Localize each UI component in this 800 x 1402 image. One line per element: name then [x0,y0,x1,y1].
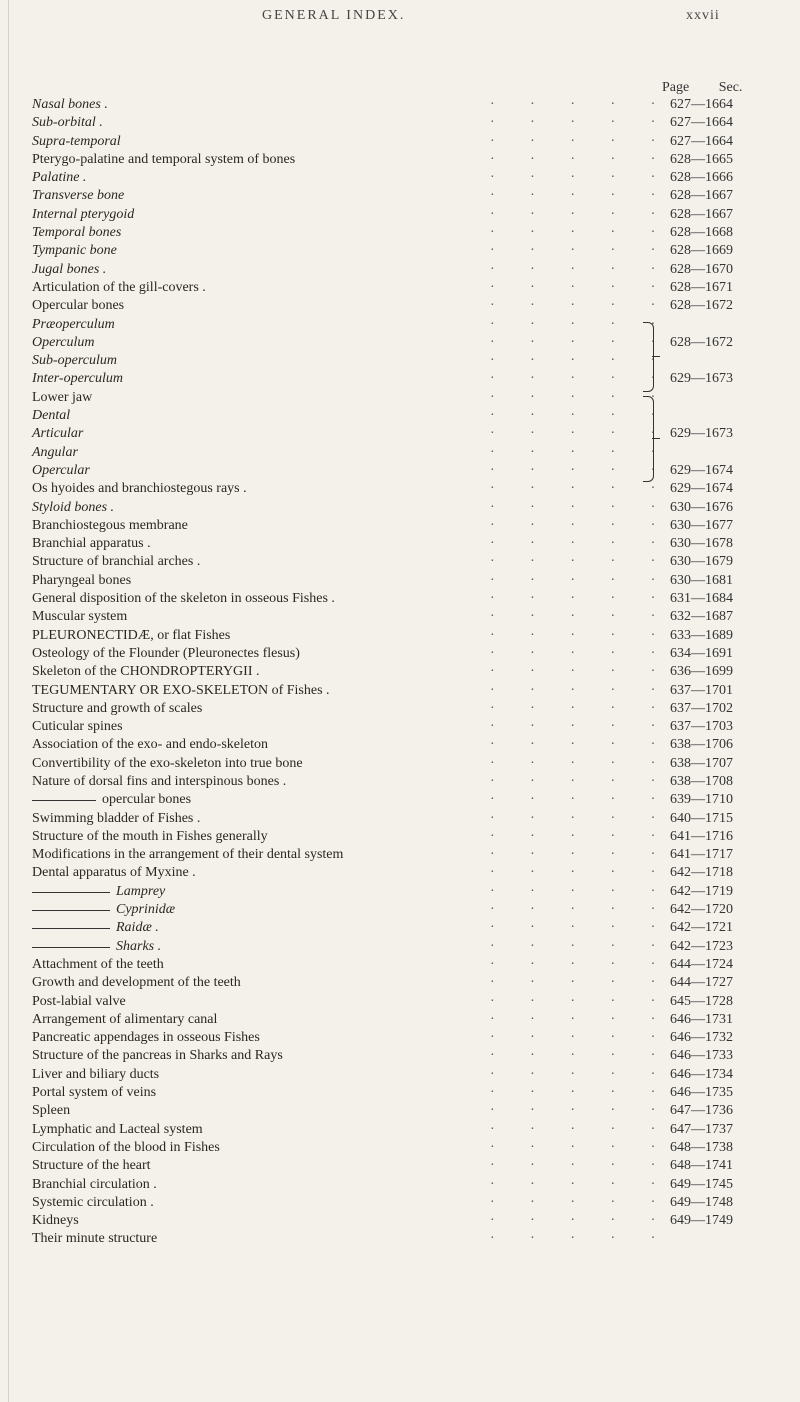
leader-dots: · · · · · [490,902,672,918]
entry-reference: 628—1668 [670,225,733,241]
entry-reference: 637—1703 [670,719,733,735]
leader-dots: · · · · · [490,536,672,552]
index-entry [0,791,800,809]
leader-dots: · · · · · [490,97,672,112]
entry-reference: 628—1670 [670,261,733,277]
index-entry [0,1139,800,1157]
entry-text: Dental apparatus of Myxine . [32,865,196,881]
index-entry [0,1212,800,1230]
leader-dots: · · · · · [490,664,672,680]
entry-reference: 649—1749 [670,1213,733,1229]
entry-reference: 647—1736 [670,1103,733,1119]
entry-text: Os hyoides and branchiostegous rays . [32,481,247,497]
entry-text: Attachment of the teeth [32,956,164,972]
index-entry [0,682,800,700]
leader-dots: · · · · · [490,810,672,826]
ditto-rule [32,947,110,948]
entry-text: Portal system of veins [32,1085,157,1101]
entry-text: Pterygo-palatine and temporal system of bones [32,151,296,167]
brace-opercular-point [652,356,660,357]
entry-text: General disposition of the skeleton in osseous Fishes . [32,591,335,607]
leader-dots: · · · · · [490,1176,672,1192]
leader-dots: · · · · · [490,938,672,954]
index-entry [0,1084,800,1102]
entry-reference: 646—1731 [670,1011,733,1027]
leader-dots: · · · · · [490,554,672,570]
entry-reference: 630—1676 [670,499,733,515]
entry-reference: 629—1674 [670,462,733,478]
entry-reference: 649—1748 [670,1194,733,1210]
index-entry [0,627,800,645]
entry-reference: 647—1737 [670,1121,733,1137]
entry-text: PLEURONECTIDÆ, or flat Fishes [32,627,231,643]
leader-dots: · · · · · [490,426,672,442]
leader-dots: · · · · · [490,1048,672,1064]
ditto-rule [32,800,96,801]
index-entry [0,151,800,169]
entry-reference: 640—1715 [670,810,733,826]
entry-text: Articular [32,426,84,442]
entry-reference: 634—1691 [670,645,733,661]
leader-dots: · · · · · [490,1011,672,1027]
column-headings [662,80,742,96]
entry-reference: 638—1708 [670,773,733,789]
entry-reference: 629—1673 [670,426,733,442]
index-entry [0,590,800,608]
index-entry [0,444,800,462]
leader-dots: · · · · · [490,170,672,186]
index-entry [0,773,800,791]
index-entry [0,389,800,407]
entry-text: Opercular bones [32,298,125,314]
entry-reference: 628—1672 [670,334,733,350]
index-entry [0,169,800,187]
leader-dots: · · · · · [490,206,672,222]
index-entry [0,1194,800,1212]
entry-reference: 630—1678 [670,536,733,552]
entry-reference: 630—1677 [670,517,733,533]
leader-dots: · · · · · [490,1030,672,1046]
index-entry [0,1230,800,1248]
entry-text: Systemic circulation . [32,1194,154,1210]
entry-text: Lower jaw [32,389,93,405]
index-entry [0,1066,800,1084]
entry-reference: 633—1689 [670,627,733,643]
entry-reference: 644—1727 [670,975,733,991]
leader-dots: · · · · · [490,865,672,881]
index-entry [0,700,800,718]
ditto-rule [32,892,110,893]
index-entry [0,553,800,571]
entry-reference: 637—1701 [670,682,733,698]
index-entry [0,718,800,736]
leader-dots: · · · · · [490,499,672,515]
entry-text: Supra-temporal [32,133,121,149]
index-entry [0,938,800,956]
entry-text: Structure of branchial arches . [32,554,201,570]
leader-dots: · · · · · [490,956,672,972]
leader-dots: · · · · · [490,115,672,131]
brace-lower-jaw [643,396,654,482]
index-entry [0,1102,800,1120]
entry-text: Skeleton of the CHONDROPTERYGII . [32,664,260,680]
leader-dots: · · · · · [490,316,672,332]
leader-dots: · · · · · [490,572,672,588]
index-entry [0,1047,800,1065]
entry-reference: 627—1664 [670,115,733,131]
entry-text: Cyprinidæ [116,902,176,918]
leader-dots: · · · · · [490,975,672,991]
entry-text: Sub-operculum [32,353,118,369]
leader-dots: · · · · · [490,828,672,844]
entry-text: Branchial circulation . [32,1176,157,1192]
index-entry [0,883,800,901]
index-entry [0,407,800,425]
entry-reference: 636—1699 [670,664,733,680]
index-entry [0,864,800,882]
index-entry [0,535,800,553]
entry-text: Articulation of the gill-covers . [32,279,206,295]
leader-dots: · · · · · [490,792,672,808]
leader-dots: · · · · · [490,334,672,350]
entry-text: Osteology of the Flounder (Pleuronectes flesus) [32,645,300,661]
entry-reference: 629—1674 [670,481,733,497]
index-entry [0,352,800,370]
leader-dots: · · · · · [490,279,672,295]
running-head [0,8,800,28]
entry-text: Pharyngeal bones [32,572,132,588]
entry-reference: 628—1671 [670,279,733,295]
index-entry [0,187,800,205]
entry-reference: 644—1724 [670,956,733,972]
entry-text: Circulation of the blood in Fishes [32,1139,220,1155]
index-entry [0,206,800,224]
brace-opercular [643,322,654,392]
index-entry [0,480,800,498]
entry-text: Growth and development of the teeth [32,975,241,991]
index-entry [0,1121,800,1139]
entry-text: Jugal bones . [32,261,107,277]
entry-reference: 627—1664 [670,133,733,149]
entry-text: Their minute structure [32,1231,158,1247]
running-title: GENERAL INDEX. [262,8,406,23]
entry-text: Muscular system [32,609,128,625]
index-entry [0,846,800,864]
entry-text: Liver and biliary ducts [32,1066,160,1082]
page-column-label: Page [662,80,690,95]
entry-reference: 630—1681 [670,572,733,588]
entry-text: Transverse bone [32,188,125,204]
entry-text: Opercular [32,462,90,478]
index-entry [0,956,800,974]
entry-text: Præoperculum [32,316,115,332]
entry-text: Spleen [32,1103,71,1119]
entry-text: Kidneys [32,1213,79,1229]
index-entry [0,462,800,480]
entry-text: Association of the exo- and endo-skeleton [32,737,268,753]
index-entry [0,425,800,443]
index-entry [0,1011,800,1029]
leader-dots: · · · · · [490,481,672,497]
page-number: xxvii [686,8,720,23]
index-entry [0,1157,800,1175]
entry-text: Post-labial valve [32,993,126,1009]
entry-reference: 646—1734 [670,1066,733,1082]
entry-text: Arrangement of alimentary canal [32,1011,218,1027]
entry-reference: 628—1669 [670,243,733,259]
entry-reference: 627—1664 [670,97,733,112]
entry-reference: 642—1723 [670,938,733,954]
leader-dots: · · · · · [490,353,672,369]
leader-dots: · · · · · [490,371,672,387]
entry-reference: 641—1717 [670,847,733,863]
index-entry [0,645,800,663]
entry-reference: 641—1716 [670,828,733,844]
leader-dots: · · · · · [490,1066,672,1082]
entry-reference: 642—1720 [670,902,733,918]
index-entry [0,279,800,297]
entry-text: Lamprey [116,883,166,899]
leader-dots: · · · · · [490,1213,672,1229]
index-entry [0,974,800,992]
entry-reference: 638—1707 [670,755,733,771]
ditto-rule [32,928,110,929]
leader-dots: · · · · · [490,1085,672,1101]
entry-text: Angular [32,444,78,460]
entry-text: Raidæ . [116,920,159,936]
entry-text: Inter-operculum [32,371,123,387]
entry-reference: 629—1673 [670,371,733,387]
leader-dots: · · · · · [490,719,672,735]
index-entry [0,828,800,846]
index-entry [0,810,800,828]
entry-reference: 631—1684 [670,591,733,607]
entry-text: Nasal bones . [32,97,108,112]
leader-dots: · · · · · [490,700,672,716]
leader-dots: · · · · · [490,1121,672,1137]
entry-text: Lymphatic and Lacteal system [32,1121,203,1137]
entry-text: Palatine . [32,170,87,186]
leader-dots: · · · · · [490,133,672,149]
leader-dots: · · · · · [490,1231,672,1247]
entry-text: Operculum [32,334,95,350]
entry-text: Cuticular spines [32,719,123,735]
leader-dots: · · · · · [490,993,672,1009]
entry-reference: 648—1738 [670,1139,733,1155]
entry-reference: 630—1679 [670,554,733,570]
index-entry [0,133,800,151]
leader-dots: · · · · · [490,1139,672,1155]
entry-text: Structure of the pancreas in Sharks and Rays [32,1048,283,1064]
index-entry [0,755,800,773]
leader-dots: · · · · · [490,773,672,789]
entry-text: Nature of dorsal fins and interspinous bones . [32,773,287,789]
index-entry [0,1029,800,1047]
index-entry [0,919,800,937]
index-entry [0,242,800,260]
entry-text: Internal pterygoid [32,206,135,222]
leader-dots: · · · · · [490,261,672,277]
brace-lower-jaw-point [652,438,660,439]
index-entry [0,608,800,626]
leader-dots: · · · · · [490,1158,672,1174]
leader-dots: · · · · · [490,462,672,478]
index-entry [0,370,800,388]
leader-dots: · · · · · [490,225,672,241]
index-entry [0,901,800,919]
entry-text: Branchial apparatus . [32,536,151,552]
leader-dots: · · · · · [490,188,672,204]
leader-dots: · · · · · [490,755,672,771]
leader-dots: · · · · · [490,682,672,698]
entry-text: Sub-orbital . [32,115,103,131]
entry-reference: 628—1672 [670,298,733,314]
section-column-label: Sec. [718,80,743,95]
entry-text: Dental [32,408,71,424]
leader-dots: · · · · · [490,737,672,753]
entry-text: Convertibility of the exo-skeleton into true bone [32,755,303,771]
entry-text: Structure and growth of scales [32,700,203,716]
entry-text: TEGUMENTARY OR EXO-SKELETON of Fishes . [32,682,330,698]
leader-dots: · · · · · [490,645,672,661]
leader-dots: · · · · · [490,517,672,533]
index-entry [0,572,800,590]
entry-text: opercular bones [102,792,192,808]
entry-reference: 648—1741 [670,1158,733,1174]
entry-reference: 628—1666 [670,170,733,186]
entry-reference: 628—1667 [670,188,733,204]
entry-reference: 642—1719 [670,883,733,899]
leader-dots: · · · · · [490,1194,672,1210]
entry-reference: 637—1702 [670,700,733,716]
entry-text: Branchiostegous membrane [32,517,188,533]
index-entry [0,297,800,315]
ditto-rule [32,910,110,911]
entry-reference: 639—1710 [670,792,733,808]
leader-dots: · · · · · [490,151,672,167]
index-entry [0,517,800,535]
index-entry [0,114,800,132]
entry-reference: 642—1721 [670,920,733,936]
leader-dots: · · · · · [490,243,672,259]
index-entry [0,316,800,334]
index-entry [0,334,800,352]
index-entry [0,261,800,279]
entry-reference: 632—1687 [670,609,733,625]
entry-text: Swimming bladder of Fishes . [32,810,201,826]
leader-dots: · · · · · [490,1103,672,1119]
entry-reference: 638—1706 [670,737,733,753]
entry-text: Structure of the heart [32,1158,151,1174]
index-entry [0,224,800,242]
leader-dots: · · · · · [490,847,672,863]
entry-reference: 628—1665 [670,151,733,167]
index-entries [0,96,800,1249]
entry-reference: 642—1718 [670,865,733,881]
leader-dots: · · · · · [490,920,672,936]
entry-reference: 646—1732 [670,1030,733,1046]
entry-reference: 646—1735 [670,1085,733,1101]
entry-reference: 649—1745 [670,1176,733,1192]
index-entry [0,663,800,681]
index-entry [0,736,800,754]
entry-reference: 628—1667 [670,206,733,222]
entry-text: Temporal bones [32,225,122,241]
entry-text: Sharks . [116,938,162,954]
leader-dots: · · · · · [490,444,672,460]
leader-dots: · · · · · [490,609,672,625]
index-entry [0,1176,800,1194]
leader-dots: · · · · · [490,389,672,405]
entry-text: Styloid bones . [32,499,115,515]
leader-dots: · · · · · [490,408,672,424]
leader-dots: · · · · · [490,627,672,643]
leader-dots: · · · · · [490,591,672,607]
index-entry [0,499,800,517]
entry-text: Pancreatic appendages in osseous Fishes [32,1030,260,1046]
entry-reference: 646—1733 [670,1048,733,1064]
entry-text: Tympanic bone [32,243,117,259]
leader-dots: · · · · · [490,298,672,314]
index-entry [0,96,800,114]
entry-text: Structure of the mouth in Fishes generally [32,828,268,844]
index-entry [0,993,800,1011]
leader-dots: · · · · · [490,883,672,899]
entry-reference: 645—1728 [670,993,733,1009]
entry-text: Modifications in the arrangement of their dental system [32,847,344,863]
